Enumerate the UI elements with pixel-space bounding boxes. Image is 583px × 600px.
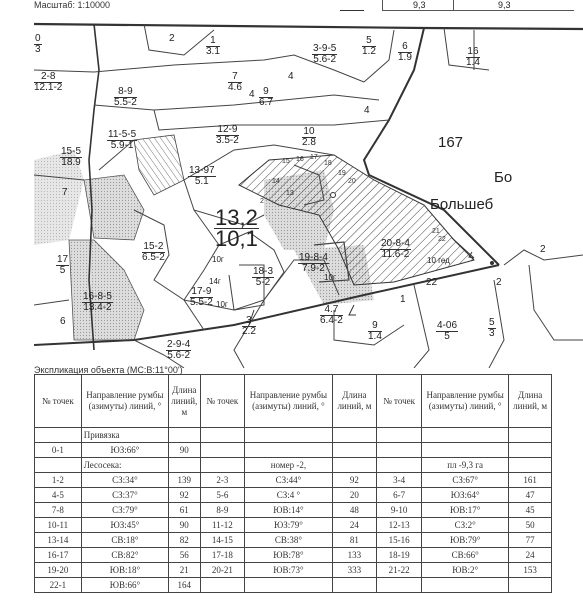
- cell-points: 22-1: [35, 578, 82, 593]
- plot-label: 12-9 3.5-2: [216, 124, 239, 146]
- point-number: 22: [438, 236, 446, 243]
- col-header-length: Длина линий, м: [509, 375, 552, 428]
- plot-label: 19-8-4 7.9-2: [299, 252, 328, 274]
- cell-direction: СВ:82°: [81, 548, 168, 563]
- cell-direction: [421, 578, 508, 593]
- cell-length: 56: [169, 548, 200, 563]
- forest-plan-map: [34, 10, 583, 368]
- plot-label: 13-97 5.1: [189, 165, 215, 187]
- cell-direction: СЗ:79°: [81, 503, 168, 518]
- col-header-direction: Направление румбы (азимуты) линий, °: [245, 375, 332, 428]
- plot-side-number: 4: [288, 71, 294, 82]
- section-binding: Привязка: [81, 428, 168, 443]
- plot-label: 18-3 5-2: [253, 266, 274, 288]
- table-row: [35, 578, 552, 593]
- cell-points: 10-11: [35, 518, 82, 533]
- plot-side-number: 22: [426, 277, 438, 288]
- plot-label: 2-9-4 5.6-2: [167, 339, 191, 361]
- point-number: 20: [348, 178, 356, 185]
- cell-points: 21-22: [377, 563, 422, 578]
- cell-points: 12-13: [377, 518, 422, 533]
- cell-points: 20-21: [200, 563, 245, 578]
- plot-tag: 10 гед: [427, 256, 450, 265]
- forest-area: пл -9,3 га: [421, 458, 508, 473]
- cell-points: 16-17: [35, 548, 82, 563]
- cell-length: 45: [509, 503, 552, 518]
- plot-label: 9 1.4: [368, 320, 382, 342]
- main-plot-bottom: 10,1: [215, 226, 258, 251]
- cell-direction: СВ:38°: [245, 533, 332, 548]
- cell-length: 21: [169, 563, 200, 578]
- plot-tag: 10г: [324, 273, 336, 282]
- plot-label: 2: [169, 33, 175, 44]
- cell-points: 19-20: [35, 563, 82, 578]
- cell-direction: ЮВ:17°: [421, 503, 508, 518]
- cell-points: 7-8: [35, 503, 82, 518]
- plot-tag: 14г: [209, 277, 221, 286]
- cell-length: [332, 578, 377, 593]
- cell-length: 47: [509, 488, 552, 503]
- table-row: [35, 548, 552, 563]
- cell-points: 3-4: [377, 473, 422, 488]
- top-value-left: 9,3: [413, 0, 426, 10]
- plot-side-number: 2: [496, 277, 502, 288]
- cell-length: 333: [332, 563, 377, 578]
- cell-points: 17-18: [200, 548, 245, 563]
- main-plot-label: [214, 205, 259, 251]
- plot-side-number: 1: [400, 294, 406, 305]
- cell-direction: ЮВ:2°: [421, 563, 508, 578]
- cell-length: 161: [509, 473, 552, 488]
- section-row-binding: [35, 428, 552, 443]
- cell-points: 1-2: [35, 473, 82, 488]
- plot-label: 4.7 6.4-2: [320, 304, 343, 326]
- cell-points: 9-10: [377, 503, 422, 518]
- point-number: 13: [286, 190, 294, 197]
- col-header-points: № точек: [200, 375, 245, 428]
- table-caption: Экспликация объекта (МС:В:11°00'): [34, 365, 183, 375]
- cell-direction: ЮВ:66°: [81, 578, 168, 593]
- plot-label: 16 1.4: [466, 46, 480, 68]
- cell-length: 24: [509, 548, 552, 563]
- section-forest: Лесосека:: [81, 458, 168, 473]
- col-header-points: № точек: [377, 375, 422, 428]
- table-row: [35, 563, 552, 578]
- cell-length: 92: [332, 473, 377, 488]
- cell-direction: ЮВ:79°: [421, 533, 508, 548]
- col-header-length: Длина линий, м: [169, 375, 200, 428]
- plot-side-number: 2: [540, 244, 546, 255]
- plot-label: 17 5: [57, 254, 69, 276]
- point-number: 18: [324, 160, 332, 167]
- plot-label: 20-8-4 11.6-2: [381, 238, 410, 260]
- plot-label: 7 4.6: [228, 71, 242, 93]
- cell-direction: СЗ:37°: [81, 488, 168, 503]
- cell-direction: СВ:18°: [81, 533, 168, 548]
- plot-label: 17-9 5.5-2: [190, 286, 213, 308]
- plot-label: 5 1.2: [362, 35, 376, 57]
- top-value-right: 9,3: [498, 0, 511, 10]
- cell-points: 2-3: [200, 473, 245, 488]
- plot-label: 10 2.8: [302, 126, 316, 148]
- point-number: 15: [282, 158, 290, 165]
- plot-side-number: 7: [62, 187, 68, 198]
- cell-direction: ЮЗ:66°: [81, 443, 168, 458]
- cell-direction: ЮЗ:45°: [81, 518, 168, 533]
- section-row-forest: [35, 458, 552, 473]
- cell-length: 82: [169, 533, 200, 548]
- cell-direction: СЗ:4 °: [245, 488, 332, 503]
- cell-points: [200, 578, 245, 593]
- plot-label: 2-8 12.1-2: [34, 71, 63, 93]
- scale-label: Масштаб: 1:10000: [34, 0, 111, 10]
- point-number: 14: [272, 178, 280, 185]
- cell-length: 20: [332, 488, 377, 503]
- place-name-1: Бо: [494, 169, 513, 186]
- plot-label: 3-9-5 5.6-2: [313, 43, 337, 65]
- cell-length: 48: [332, 503, 377, 518]
- cell-length: 90: [169, 518, 200, 533]
- point-number: 17: [310, 154, 318, 161]
- cell-direction: ЮЗ:64°: [421, 488, 508, 503]
- table-row: [35, 518, 552, 533]
- plot-label: 0 3: [35, 33, 41, 55]
- cell-points: 18-19: [377, 548, 422, 563]
- point-number: 21: [432, 228, 440, 235]
- cell-direction: СЗ:44°: [245, 473, 332, 488]
- cell-direction: СЗ:34°: [81, 473, 168, 488]
- plot-side-number: 4: [249, 89, 255, 100]
- quarter-number: 167: [438, 134, 464, 151]
- cell-length: 61: [169, 503, 200, 518]
- plot-label: 15-2 6.5-2: [142, 241, 165, 263]
- table-row: [35, 488, 552, 503]
- cell-points: 14-15: [200, 533, 245, 548]
- col-header-direction: Направление румбы (азимуты) линий, °: [421, 375, 508, 428]
- cell-direction: ЮВ:73°: [245, 563, 332, 578]
- cell-points: 15-16: [377, 533, 422, 548]
- cell-direction: ЮВ:18°: [81, 563, 168, 578]
- cell-length: 77: [509, 533, 552, 548]
- table-row: [35, 533, 552, 548]
- table-body: [35, 473, 552, 593]
- point-number: 16: [296, 156, 304, 163]
- main-plot-top: 13,2: [215, 205, 258, 230]
- cell-length: 81: [332, 533, 377, 548]
- plot-label: 5 3: [489, 317, 495, 339]
- table-row: [35, 443, 552, 458]
- cell-points: 6-7: [377, 488, 422, 503]
- cell-points: 0-1: [35, 443, 82, 458]
- cell-length: 139: [169, 473, 200, 488]
- plot-label: 3 2.2: [242, 315, 256, 337]
- cell-direction: [245, 578, 332, 593]
- plot-tag: 10г: [212, 255, 224, 264]
- cell-length: 90: [169, 443, 200, 458]
- cell-length: 50: [509, 518, 552, 533]
- plot-label: 1 3.1: [206, 35, 220, 57]
- cell-points: 13-14: [35, 533, 82, 548]
- cell-length: 164: [169, 578, 200, 593]
- plot-label: 16-8-5 13.4-2: [83, 291, 112, 313]
- cell-direction: СЗ:2°: [421, 518, 508, 533]
- col-header-points: № точек: [35, 375, 82, 428]
- cell-points: 8-9: [200, 503, 245, 518]
- cell-direction: СЗ:67°: [421, 473, 508, 488]
- place-name-2: Большеб: [430, 196, 494, 213]
- cell-direction: ЮВ:14°: [245, 503, 332, 518]
- point-number: 19: [338, 170, 346, 177]
- col-header-length: Длина линий, м: [332, 375, 377, 428]
- table-header-row: [35, 375, 552, 428]
- cell-points: [377, 578, 422, 593]
- table-row: [35, 503, 552, 518]
- cell-length: 133: [332, 548, 377, 563]
- plot-tag: 10г: [216, 300, 228, 309]
- cell-direction: ЮЗ:79°: [245, 518, 332, 533]
- cell-length: 153: [509, 563, 552, 578]
- cell-direction: СВ:66°: [421, 548, 508, 563]
- forest-number: номер -2,: [245, 458, 332, 473]
- explication-table: [34, 374, 552, 593]
- point-number: 2: [260, 198, 264, 205]
- plot-label: 9 6.7: [259, 86, 273, 108]
- plot-label: 8-9 5.5-2: [114, 86, 137, 108]
- cell-points: 4-5: [35, 488, 82, 503]
- cell-length: 24: [332, 518, 377, 533]
- plot-side-number: 6: [60, 316, 66, 327]
- cell-points: 11-12: [200, 518, 245, 533]
- table-row: [35, 473, 552, 488]
- plot-label: 15-5 18.9: [61, 146, 82, 168]
- cell-length: [509, 578, 552, 593]
- map-lines: [34, 10, 583, 368]
- cell-direction: ЮВ:78°: [245, 548, 332, 563]
- cell-length: 92: [169, 488, 200, 503]
- plot-label: 11-5-5 5.9-1: [108, 129, 137, 151]
- plot-label: 6 1.9: [398, 41, 412, 63]
- plot-side-number: 4: [364, 105, 370, 116]
- col-header-direction: Направление румбы (азимуты) линий, °: [81, 375, 168, 428]
- cell-points: 5-6: [200, 488, 245, 503]
- plot-label: 4-06 5: [437, 320, 458, 342]
